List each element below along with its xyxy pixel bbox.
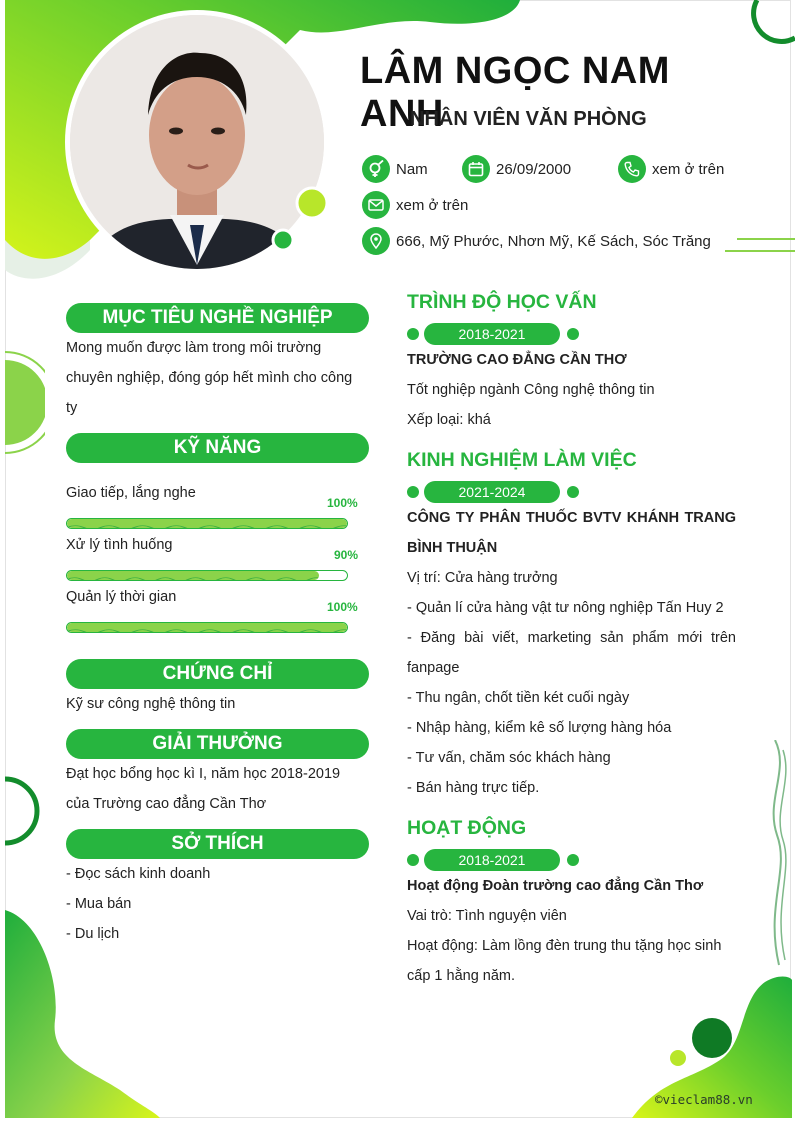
hobby-item: - Đọc sách kinh doanh: [66, 866, 211, 882]
experience-title: KINH NGHIỆM LÀM VIỆC: [407, 449, 637, 471]
awards-title: GIẢI THƯỞNG: [66, 729, 369, 759]
right-wave-decoration: [765, 740, 795, 970]
education-title: TRÌNH ĐỘ HỌC VẤN: [407, 291, 597, 313]
hobbies-text: [66, 859, 366, 949]
left-arc-decoration: [0, 775, 45, 850]
avatar-badge-dots: [268, 185, 332, 255]
skill-bar-wave: [67, 575, 319, 580]
experience-line: - Đăng bài viết, marketing sản phẩm mới trên: [407, 630, 736, 646]
activity-line: cấp 1 hằng năm.: [407, 968, 516, 984]
award-line: Đạt học bổng học kì I, năm học 2018-2019: [66, 766, 341, 782]
timeline-dot: [567, 328, 579, 340]
school-name: TRƯỜNG CAO ĐẲNG CẦN THƠ: [407, 352, 627, 368]
top-right-lines: [725, 235, 795, 255]
activities-period-label: 2018-2021: [424, 849, 560, 871]
experience-line: - Bán hàng trực tiếp.: [407, 780, 540, 796]
birthday-value: 26/09/2000: [496, 160, 572, 178]
skill-bar: [66, 570, 348, 581]
timeline-dot: [407, 854, 419, 866]
certificates-text: [66, 689, 366, 719]
experience-line: Vị trí: Cửa hàng trưởng: [407, 570, 558, 586]
experience-line: fanpage: [407, 660, 460, 676]
education-text: [407, 345, 737, 435]
activities-title: HOẠT ĐỘNG: [407, 817, 527, 839]
education-line: Tốt nghiệp ngành Công nghệ thông tin: [407, 382, 655, 398]
experience-line: - Tư vấn, chăm sóc khách hàng: [407, 750, 611, 766]
skill-label: Xử lý tình huống: [66, 537, 173, 553]
award-line: của Trường cao đẳng Cần Thơ: [66, 796, 267, 812]
certificates-title: CHỨNG CHỈ: [66, 659, 369, 689]
objective-title: MỤC TIÊU NGHỀ NGHIỆP: [66, 303, 369, 333]
education-line: Xếp loại: khá: [407, 412, 491, 428]
skill-bar-fill: [67, 623, 347, 632]
candidate-name: LÂM NGỌC NAM ANH: [360, 50, 670, 135]
phone-icon: [618, 155, 646, 183]
contact-birthday: [462, 155, 571, 183]
experience-text: [407, 503, 736, 803]
activity-line: Hoạt động: Làm lồng đèn trung thu tặng học sinh: [407, 938, 722, 954]
skill-label: Giao tiếp, lắng nghe: [66, 485, 196, 501]
hobbies-title: SỞ THÍCH: [66, 829, 369, 859]
contact-phone: [618, 155, 724, 183]
experience-period-label: 2021-2024: [424, 481, 560, 503]
phone-value: xem ở trên: [652, 160, 725, 178]
objective-text: [66, 333, 366, 423]
skill-bar-wave: [67, 627, 347, 632]
objective-line: ty: [66, 400, 78, 416]
calendar-icon: [462, 155, 490, 183]
certificate-line: Kỹ sư công nghệ thông tin: [66, 696, 236, 712]
location-icon: [362, 227, 390, 255]
awards-text: [66, 759, 366, 819]
contact-gender: [362, 155, 428, 183]
top-right-arc: [745, 0, 795, 45]
experience-period: [407, 481, 579, 503]
skills-title: KỸ NĂNG: [66, 433, 369, 463]
job-title: NHÂN VIÊN VĂN PHÒNG: [410, 108, 647, 130]
left-circle-decoration: [0, 350, 45, 460]
company-name-cont: BÌNH THUẬN: [407, 540, 498, 556]
email-icon: [362, 191, 390, 219]
skill-bar-fill: [67, 519, 347, 528]
timeline-dot: [567, 854, 579, 866]
activities-period: [407, 849, 579, 871]
gender-value: Nam: [396, 160, 428, 178]
objective-line: chuyên nghiệp, đóng góp hết mình cho công: [66, 370, 353, 386]
address-value: 666, Mỹ Phước, Nhơn Mỹ, Kế Sách, Sóc Trăng: [396, 232, 711, 250]
hobby-item: - Du lịch: [66, 926, 120, 942]
email-value: xem ở trên: [396, 196, 469, 214]
company-name: CÔNG TY PHÂN THUỐC BVTV KHÁNH TRANG: [407, 510, 736, 526]
experience-line: - Quản lí cửa hàng vật tư nông nghiệp Tấn Huy 2: [407, 600, 724, 616]
education-period-label: 2018-2021: [424, 323, 560, 345]
skill-label: Quản lý thời gian: [66, 589, 177, 605]
watermark: ©vieclam88.vn: [655, 1092, 753, 1107]
objective-line: Mong muốn được làm trong môi trường: [66, 340, 322, 356]
skill-percent: 100%: [327, 600, 358, 614]
hobby-item: - Mua bán: [66, 896, 132, 912]
skill-percent: 100%: [327, 496, 358, 510]
activity-line: Vai trò: Tình nguyện viên: [407, 908, 567, 924]
education-period: [407, 323, 579, 345]
skill-bar: [66, 622, 348, 633]
timeline-dot: [567, 486, 579, 498]
activity-org: Hoạt động Đoàn trường cao đẳng Cần Thơ: [407, 878, 704, 894]
experience-line: - Thu ngân, chốt tiền két cuối ngày: [407, 690, 630, 706]
experience-line: - Nhập hàng, kiểm kê số lượng hàng hóa: [407, 720, 672, 736]
skill-bar: [66, 518, 348, 529]
skill-bar-fill: [67, 571, 319, 580]
timeline-dot: [407, 328, 419, 340]
skill-percent: 90%: [334, 548, 359, 562]
contact-address: [362, 227, 711, 255]
activities-text: [407, 871, 742, 991]
timeline-dot: [407, 486, 419, 498]
gender-icon: [362, 155, 390, 183]
contact-email: [362, 191, 468, 219]
skill-bar-wave: [67, 523, 347, 528]
